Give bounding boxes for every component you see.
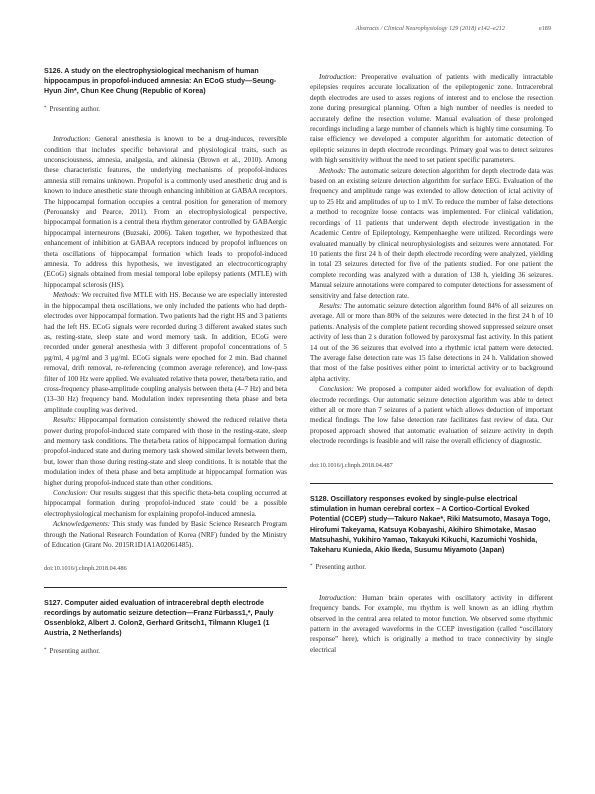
introduction-text: Human brain operates with oscillatory activity in different frequency bands. For example, mu rhythm is well known as an idling rhythm observed in the central area related to motor function. We observed some rhythmic pattern in the averaged waveforms in the CCEP investigation (called “oscillatory response” here), which is originally a method to trace connectivity by single electrical (310, 593, 553, 654)
abstract-title: S127. Computer aided evaluation of intracerebral depth electrode recordings by automatic seizure detection—Franz Fürbass1,*, Pauly Ossenblok2, Albert J. Colon2, Gerhard Gritsch1, Tilmann Kluge1 (1 Austria, 2 Netherlands) (44, 598, 274, 638)
left-column (44, 66, 287, 656)
presenting-author-text: Presenting author. (49, 104, 101, 113)
presenting-author-note (44, 104, 287, 115)
introduction-paragraph (44, 134, 287, 290)
abstract-title: S128. Oscillatory responses evoked by single-pulse electrical stimulation in human cerebral cortex – A Cortico-Cortical Evoked Potential (CCEP) study—Takuro Nakae*, Riki Matsumoto, Masaya Togo, Hirofumi Takeyama, Katsuya Kobayashi, Akihiro Shimotake, Masao Matsuhashi, Yukihiro Yamao, Takayuki Kikuchi, Kazumichi Yoshida, Takeharu Kunieda, Akio Ikeda, Susumu Miyamoto (Japan) (310, 495, 551, 555)
section-divider (310, 483, 553, 484)
conclusion-label: Conclusion: (319, 385, 354, 394)
abstract-title: S126. A study on the electrophysiological mechanism of human hippocampus in propofol-induced amnesia: An ECoG study—Seung-Hyun Jin*, Chun Kee Chung (Republic of Korea) (44, 67, 277, 96)
methods-paragraph (310, 166, 553, 301)
acknowledgements-text: This study was funded by Basic Science Research Program through the National Research Foundation of Korea (NRF) funded by the Ministry of Education (Grant No. 2015R1D1A1A02061485). (44, 520, 287, 550)
results-label: Results: (319, 301, 343, 310)
abstract-s126 (44, 66, 287, 575)
results-text: Hippocampal formation consistently showed the reduced relative theta power during propofol-induced state compared with those in the resting-state, sleep and memory task conditions. The theta/beta ratios of hippocampal formation during propofol-induced state and during memory task showed similar levels between them, but, lower than those during resting-state and sleep conditions. It is notable that the modulation index of theta phase and beta amplitude at hippocampal formation was higher during propofol-induced state than other conditions. (44, 416, 287, 487)
journal-citation: Abstracts / Clinical Neurophysiology 129 (2018) e142–e212 (355, 25, 505, 32)
abstract-s127-heading (44, 598, 287, 656)
methods-label: Methods: (53, 291, 80, 300)
introduction-label: Introduction: (319, 73, 357, 81)
asterisk-icon: * (310, 564, 313, 570)
results-paragraph (310, 301, 553, 384)
methods-text: The automatic seizure detection algorithm for depth electrode data was based on an existing seizure detection algorithm for surface EEG. Evaluation of the frequency and amplitude range was extended to allow detection of ictal activity of up to 25 Hz and amplitudes of up to 1 mV. To reduce the number of false detections a method to recognize loose contacts was implemented. For clinical validation, recordings of 11 patients that underwent depth electrode investigation in the Academic Centre of Epileptology, Kempenhaeghe were utilized. Recordings were evaluated manually by clinical neurophysiologists and seizures were annotated. For 10 patients the first 24 h of their depth electrode recording were analyzed, yielding in total 23 seizures detected for five of the patients studied. For one patient the complete recording was analyzed with a duration of 138 h, yielding 36 seizures. Manual seizure annotations were compared to computer detections for assessment of sensitivity and false detection rate. (310, 166, 553, 300)
introduction-paragraph (310, 593, 553, 655)
presenting-author-note (44, 646, 287, 657)
acknowledgements-paragraph (44, 519, 287, 550)
conclusion-label: Conclusion: (53, 489, 88, 498)
abstract-s127-body (310, 72, 553, 471)
conclusion-paragraph (44, 488, 287, 519)
doi-link[interactable]: doi:10.1016/j.clinph.2018.04.487 (310, 461, 393, 469)
introduction-text: Preoperative evaluation of patients with medically intractable epilepsies requires accurate localization of the epileptogenic zone. Intracerebral depth electrodes are used to asses regions of interest and to enclose the resection zone during presurgical planning. Often a high number of needles is needed to accurately define the resection volume. Manual evaluation of these prolonged recordings including a large number of channels which is highly time consuming. To raise efficiency we developed a computer algorithm for automatic detection of epileptic seizures in depth electrode recordings. Primary goal was to detect seizures with high sensitivity without the need to set patient specific parameters. (310, 73, 553, 165)
methods-text: We recruited five MTLE with HS. Because we are especially interested in the hippocampal theta oscillations, we only included the patients who had depth-electrodes over hippocampal formation. Two patients had the right HS and 3 patients had the left HS. ECoG signals were recorded during 3 different awaked states such as, resting-state, sleep state and word memory task. In addition, ECoG were recorded under general anesthesia with 3 different propofol concentrations of 5 µg/ml, 4 µg/ml and 3 µg/ml. ECoG signals were epoched for 2 min. Bad channel removal, drift removal, re-referencing (common average reference), and low-pass filter of 100 Hz were applied. We evaluated relative theta power, theta/beta ratio, and cross-frequency phase-amplitude coupling analysis between theta (4–7 Hz) and beta (13–30 Hz) frequency band. Modulation index representing theta phase and beta amplitude coupling was derived. (44, 291, 287, 414)
asterisk-icon: * (44, 647, 47, 653)
asterisk-icon: * (44, 105, 47, 111)
introduction-label: Introduction: (319, 593, 357, 602)
results-paragraph (44, 415, 287, 488)
running-header (44, 25, 551, 37)
conclusion-text: Our results suggest that this specific theta-beta coupling occurred at hippocampal formation during propofol-induced state could be a possible electrophysiological mechanism for explaining propofol-induced amnesia. (44, 489, 287, 518)
doi-link[interactable]: doi:10.1016/j.clinph.2018.04.486 (44, 565, 127, 573)
introduction-label: Introduction: (53, 135, 91, 144)
section-divider (44, 587, 287, 588)
results-label: Results: (53, 416, 77, 425)
right-column (310, 72, 553, 655)
results-text: The automatic seizure detection algorithm found 84% of all seizures on average. All or more than 80% of the seizures were detected in the first 24 h of 10 patients. Analysis of the complete patient recording showed suppressed seizure onset activity of less than 2 s duration followed by paroxysmal fast activity. In this patient 14 out of the 36 seizures that evolved into a rhythmic ictal pattern were detected. The average false detection rate was 15 false detections in 24 h. Validation showed that most of the false positives either point to interictal activity or to background alpha activity. (310, 301, 553, 383)
presenting-author-text: Presenting author. (315, 563, 367, 572)
acknowledgements-label: Acknowledgements: (53, 520, 111, 529)
presenting-author-text: Presenting author. (49, 646, 101, 655)
introduction-text: General anesthesia is known to be a drug-induces, reversible condition that includes specific behavioral and physiological traits, such as unconsciousness, amnesia, analgesia, and akinesia (Brown et al., 2010). Among these characteristic features, the underlying mechanisms of propofol-induces amnesia still remains unknown. Propofol is a commonly used anesthetic drug and is known to induce anesthetic state through enhancing inhibition at GABAA receptors. The hippocampal formation occupies a central position for generation of memory (Perouansky and Pearce, 2011). From an electrophysiological perspective, hippocampal formation is a central theta rhythm generator controlled by GABAergic hippocampal interneurons (Buzsaki, 2006). Taken together, we hypothesized that enhancement of inhibition at GABAA receptors induced by propofol influences on theta oscillations of hippocampal formation which leads to propofol-induced amnesia. To address this hypothesis, we investigated an electrocorticography (ECoG) signals obtained from mesial temporal lobe epilepsy patients (MTLE) with hippocampal sclerosis (HS). (44, 135, 287, 289)
page-number: e189 (538, 25, 551, 32)
abstract-s128 (310, 494, 553, 655)
conclusion-paragraph (310, 384, 553, 446)
presenting-author-note (310, 562, 553, 573)
methods-label: Methods: (319, 166, 346, 175)
introduction-paragraph (310, 72, 553, 166)
methods-paragraph (44, 290, 287, 415)
conclusion-text: We proposed a computer aided workflow for evaluation of depth electrode recordings. Our automatic seizure detection algorithm was able to detect either all or more than 7 seizures of a patient which allows deduction of important medical findings. The low false detection rate facilitates fast review of data. Our proposed approach showed that automatic evaluation of seizure activity in depth electrode recordings is feasible and will raise the overall efficiency of diagnostic. (310, 385, 553, 446)
